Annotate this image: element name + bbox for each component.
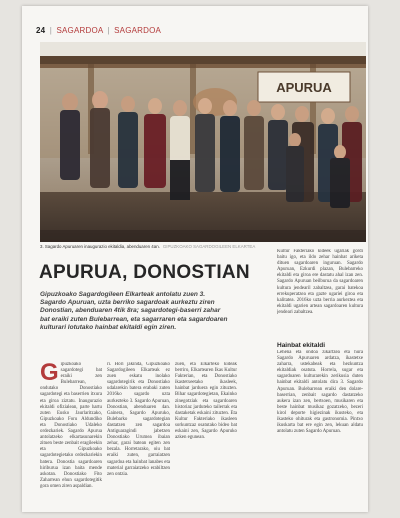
section-label: SAGARDOA [56,26,103,35]
column-1-text: ipuzkoako sagardotegi bat eraiki zen Bulebarrean, ondutako Donostiako sagardotegi eta baserrien itxura eta giroa ziztatu. Inaugurazio ekitaldi ofizialean, parte hartu zuten Eusko Jaurlaritzako, Gipuzkoako Foru Aldundiko eta Donostiako Udaleko ordezkariek. Sagardo Apurua antolatzeko elkartasunarekin zituen beste zenbait eragileekin eta Gipuzkoako sagardotegietako ordezkariekin batera. Donostia sagardoaren hiriburua izan baita mende askotan. Donostiako Fito Zaharrean ehun sagardotegitik gora omen ziren aspaldian. [40,362,102,489]
article-column-4-top: Kultur Fakteriako kideek ugariak gordi baitu igo, eta ildo zehar hainbat ariketa dituen sagardoaren inguruan. Sagardo Apuruan, Ezkurdi plazan, Bulebarreko ekitaldi eta giroa ere dastatu ahal izan zen. Sagardo Apuruan beilburua da sagardoaren kultura jendearil zabaltzea, garai batekoa errekuperatzea eta gazte ugariei giroa eta kalitatea. 2016ko uzta berria aurkeztea eta ekitaldi ugarien artean sagardoaren kultura jendeari zabaltzea. [277,249,363,315]
photo-caption: 3. Sagardo Apuruaren inaugurazio ekitaldia, abenduaren 4an. GIPUZKOAKO SAGARDOGILEEN ELKARTEA [40,244,256,249]
event-photo-illustration [40,42,366,242]
page-header: 24 | SAGARDOA | SAGARDOA [36,26,162,35]
article-column-1 [40,362,102,508]
photo-credit: GIPUZKOAKO SAGARDOGILEEN ELKARTEA [162,244,256,249]
page-number: 24 [36,26,46,35]
article-lead: Gipuzkoako Sagardogileen Elkarteak antolatu zuen 3. Sagardo Apuruan, uzta berriko sagardoak aurkeztu ziren Donostian, abenduaren 4tik 8ra; sagardotegi-baserri zahar bat eraiki zuten Bulebarrean, eta sagarraren eta sagardoaren kulturari lotutako hainbat ekitaldi egin ziren. [40,291,228,331]
article-column-2: ri. Hori jakinda, Gipuzkoako Sagardogileen Elkarteak ez zuen eskatu inolako sagardotegirik eta Donostiako udalarekin batera erabaki zuten 2016ko sagardo uzta aurkezteko 3. Sagardo Apuruan, Donostian, abenduaren 4an. Gainera, Sagardo Apuruko, Bulebarko sagardotegian dastatzen zen sagardoa Antiguaragindi jabetzen Donostiako Urumea ibaian zehar, garai batean egiten zen bezala. Horretarako, oiu bat eraiki zuten, garraiatzen sagardoa eta hainbat lanabes eta material garraiatzeko erabiltzen zen ontzia. [107,362,170,477]
article-subheading: Hainbat ekitaldi [277,342,326,349]
drop-cap: G [40,362,59,386]
article-column-4-bottom: Lehena eta ondoa zikartzea eta hura Sagardo Apuruaren ardatza, ikastetxe zaharra, ustekabeak eta hezkuntza ekitaldiak osatuta. Horrela, sugar eta sagardoaren kulturarekin zerikusia duten hainbat ekitaldi antolatu dira 3. Sagardo Apuruan. Bulebarrean eraiki den dolare-baserrian, zenbait sagardo dastatzeko aukera izan zen, bertsoen, musikaren eta beste hainbat musikaz gozatzeko, bezeri kirol deporte higiezinak ikusteko, eta ikasteko ohiturak eta gastronomia. Pintxo ikuskarta bat ere egin zen, lekuan aldatu antolatu zuten Sagardo Apuruan. [277,350,363,435]
section-label-secondary: SAGARDOA [114,26,162,35]
article-column-3: zuen, eta Elkarteko kideak berriro, Elkartearen Ikas Kultur Fakterian, eta Donostiako ikastetxeetako ikasleek, hainbat jarduera egin zituzten. Bihar sagardotegietan, Ekainko zinegotziak eta sagardoaren historiaz jarduteko tailerrak eta dastaketak eskaini zituzten. Eta Kultur Fakteriako ikasleen sorkuntzaz osatutako bideo bat eskaini zen, Sagardo Apuruko azken egunean. [175,362,237,441]
magazine-page [22,6,368,512]
event-photo [40,42,366,242]
article-title: APURUA, DONOSTIAN [39,262,250,283]
banner-text: APURUA [276,80,332,95]
